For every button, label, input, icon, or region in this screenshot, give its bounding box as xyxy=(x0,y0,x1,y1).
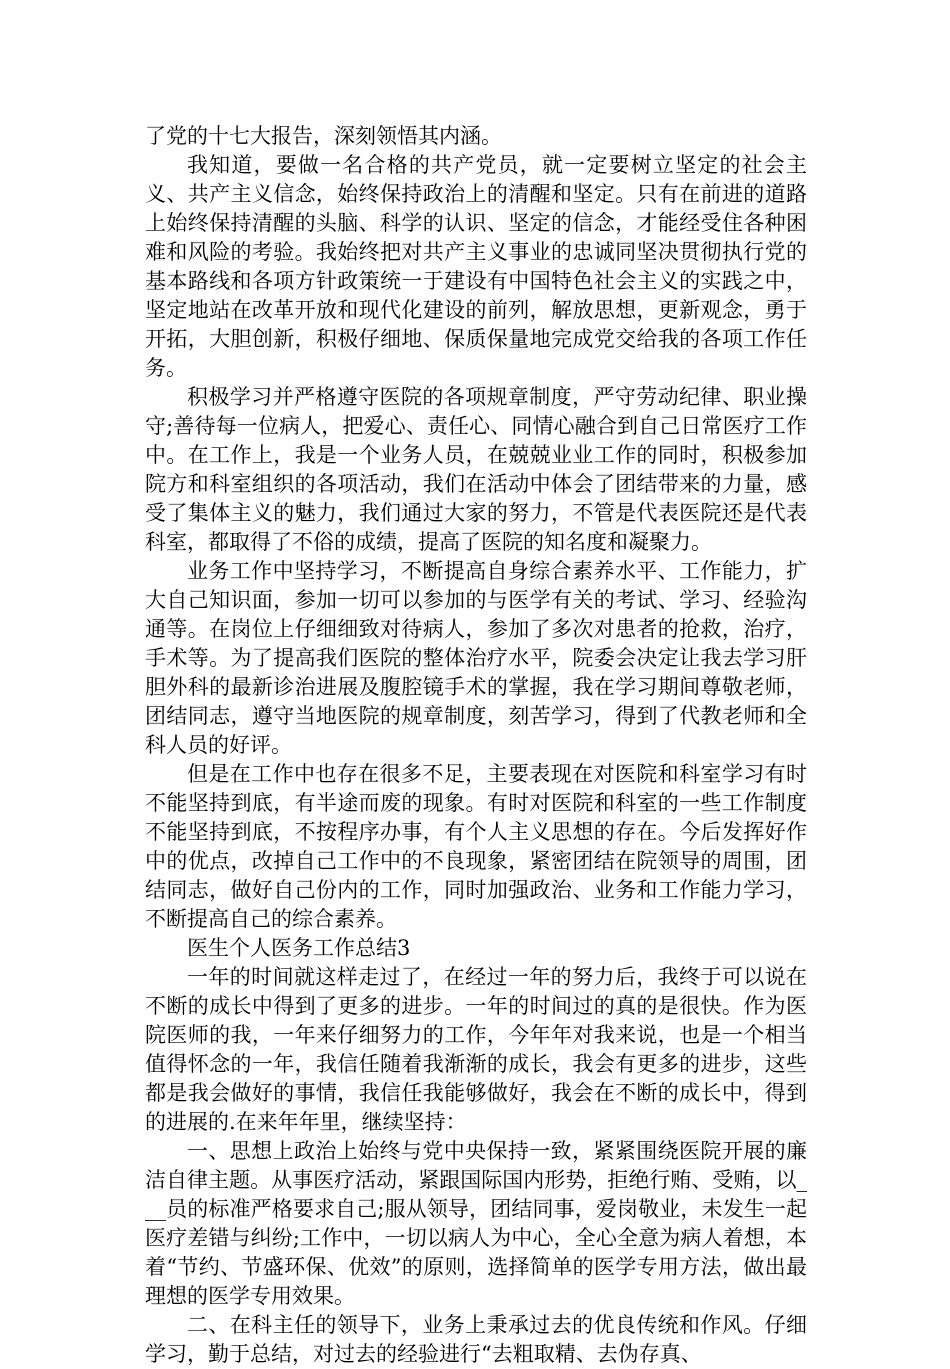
paragraph-continuation: 了党的十七大报告，深刻领悟其内涵。 xyxy=(145,124,502,148)
paragraph-hospital-rules: 积极学习并严格遵守医院的各项规章制度，严守劳动纪律、职业操守;善待每一位病人，把爱心、责任心、同情心融合到自己日常医疗工作中。在工作上，我是一个业务人员，在兢兢业业工作的同时，积极参加院方和科室组织的各项活动，我们在活动中体会了团结带来的力量，感受了集体主义的魅力，我们通过大家的努力，不管是代表医院还是代表科室，都取得了不俗的成绩，提高了医院的知名度和凝聚力。 xyxy=(145,385,807,554)
document-body xyxy=(145,122,807,1369)
paragraph-party-belief: 我知道，要做一名合格的共产党员，就一定要树立坚定的社会主义、共产主义信念，始终保持政治上的清醒和坚定。只有在前进的道路上始终保持清醒的头脑、科学的认识、坚定的信念，才能经受住各种困难和风险的考验。我始终把对共产主义事业的忠诚同坚决贯彻执行党的基本路线和各项方针政策统一于建设有中国特色社会主义的实践之中，坚定地站在改革开放和现代化建设的前列，解放思想，更新观念，勇于开拓，大胆创新，积极仔细地、保质保量地完成党交给我的各项工作任务。 xyxy=(145,153,807,380)
paragraph-point-two: 二、在科主任的领导下，业务上秉承过去的优良传统和作风。仔细学习，勤于总结，对过去的经验进行“去粗取精、去伪存真、 xyxy=(145,1313,807,1366)
paragraph-business-study: 业务工作中坚持学习，不断提高自身综合素养水平、工作能力，扩大自己知识面，参加一切可以参加的与医学有关的考试、学习、经验沟通等。在岗位上仔细细致对待病人，参加了多次对患者的抢救，治疗，手术等。为了提高我们医院的整体治疗水平，院委会决定让我去学习肝胆外科的最新诊治进展及腹腔镜手术的掌握，我在学习期间尊敬老师，团结同志，遵守当地医院的规章制度，刻苦学习，得到了代教老师和全科人员的好评。 xyxy=(145,559,807,757)
paragraph-year-summary: 一年的时间就这样走过了，在经过一年的努力后，我终于可以说在不断的成长中得到了更多的进步。一年的时间过的真的是很快。作为医院医师的我，一年来仔细努力的工作，今年年对我来说，也是一个相当值得怀念的一年，我信任随着我渐渐的成长，我会有更多的进步，这些都是我会做好的事情，我信任我能够做好，我会在不断的成长中，得到的进展的.在来年年里，继续坚持： xyxy=(145,965,807,1134)
paragraph-point-one: 一、思想上政治上始终与党中央保持一致，紧紧围绕医院开展的廉洁自律主题。从事医疗活动，紧跟国际国内形势，拒绝行贿、受贿，以___员的标准严格要求自己;服从领导，团结同事，爱岗敬业，未发生一起医疗差错与纠纷;工作中，一切以病人为中心，全心全意为病人着想，本着“节约、节盛环保、优效”的原则，选择简单的医学专用方法，做出最理想的医学专用效果。 xyxy=(145,1139,807,1308)
section-title: 医生个人医务工作总结3 xyxy=(187,936,411,960)
paragraph-shortcomings: 但是在工作中也存在很多不足，主要表现在对医院和科室学习有时不能坚持到底，有半途而废的现象。有时对医院和科室的一些工作制度不能坚持到底，不按程序办事，有个人主义思想的存在。今后发挥好作中的优点，改掉自己工作中的不良现象，紧密团结在院领导的周围，团结同志，做好自己份内的工作，同时加强政治、业务和工作能力学习，不断提高自己的综合素养。 xyxy=(145,762,807,931)
